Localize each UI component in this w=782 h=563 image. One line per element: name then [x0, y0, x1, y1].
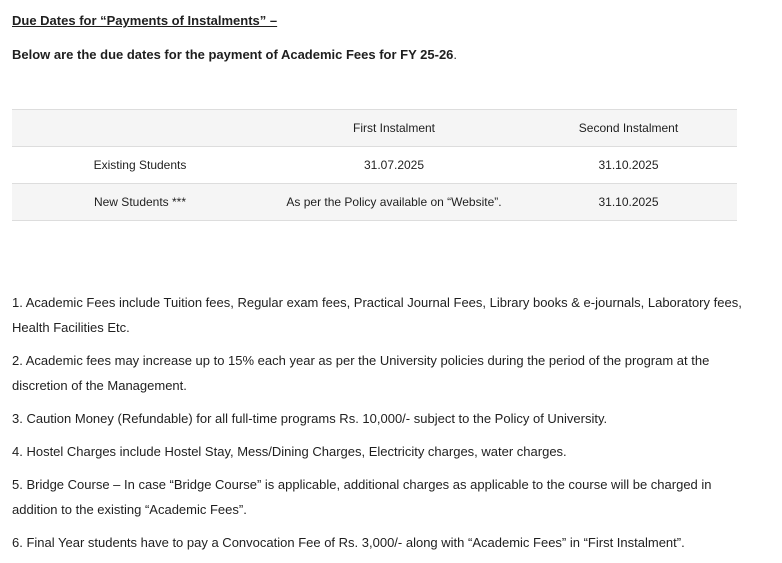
due-dates-table — [12, 109, 737, 221]
intro-sentence: Below are the due dates for the payment of Academic Fees for FY 25-26 — [12, 47, 454, 62]
header-cell-empty — [12, 110, 268, 147]
fee-notes-list — [12, 290, 742, 563]
note-item: 2. Academic fees may increase up to 15% each year as per the University policies during the period of the program at the discretion of the Management. — [12, 353, 710, 393]
table-header-row — [12, 110, 737, 147]
note-item: 6. Final Year students have to pay a Convocation Fee of Rs. 3,000/- along with “Academic Fees” in “First Instalment”. — [12, 535, 685, 550]
row-label-existing-students: Existing Students — [12, 147, 268, 184]
note-item: 4. Hostel Charges include Hostel Stay, Mess/Dining Charges, Electricity charges, water charges. — [12, 444, 567, 459]
note-item: 5. Bridge Course – In case “Bridge Course” is applicable, additional charges as applicable to the course will be charged in addition to the existing “Academic Fees”. — [12, 477, 712, 517]
page-heading: Due Dates for “Payments of Instalments” – — [12, 13, 278, 28]
table-row — [12, 184, 737, 221]
header-cell-first-instalment: First Instalment — [268, 110, 520, 147]
header-cell-second-instalment: Second Instalment — [520, 110, 737, 147]
table-row — [12, 147, 737, 184]
row-label-new-students: New Students *** — [12, 184, 268, 221]
intro-text — [12, 47, 457, 62]
cell-second-instalment: 31.10.2025 — [520, 184, 737, 221]
cell-first-instalment: 31.07.2025 — [268, 147, 520, 184]
cell-second-instalment: 31.10.2025 — [520, 147, 737, 184]
note-item: 1. Academic Fees include Tuition fees, Regular exam fees, Practical Journal Fees, Library books & e-journals, Laboratory fees, Health Facilities Etc. — [12, 295, 742, 335]
note-item: 3. Caution Money (Refundable) for all full-time programs Rs. 10,000/- subject to the Policy of University. — [12, 411, 608, 426]
intro-period: . — [453, 47, 458, 62]
cell-first-instalment: As per the Policy available on “Website”. — [268, 184, 520, 221]
